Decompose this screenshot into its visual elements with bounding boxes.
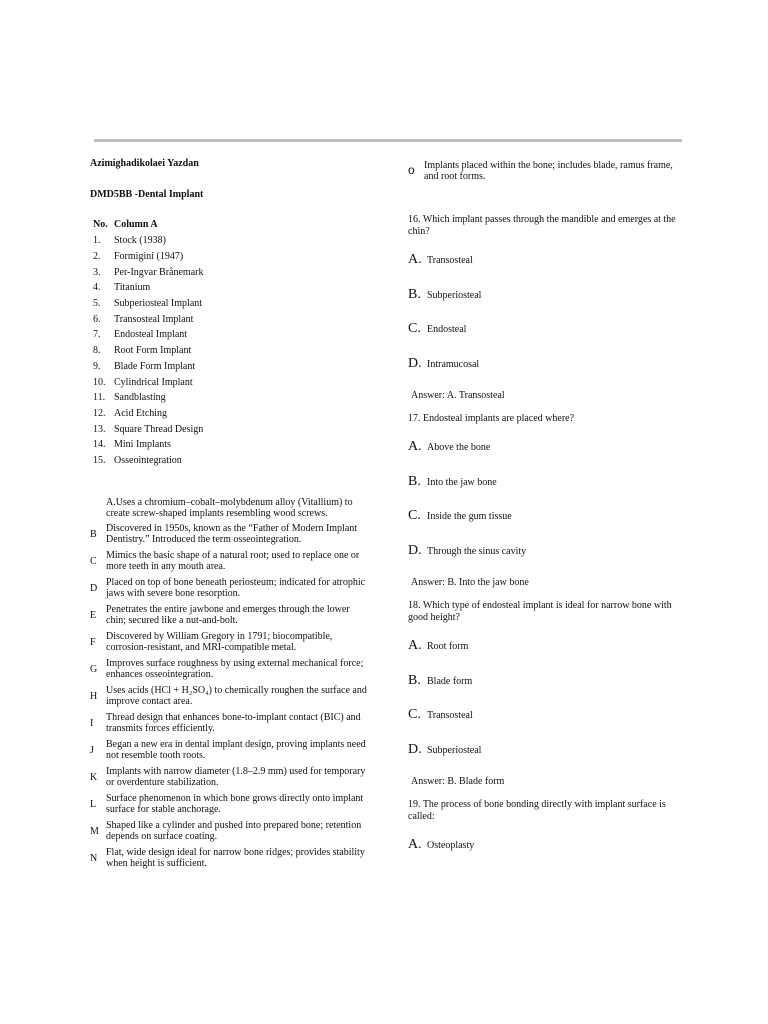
column-a-row — [93, 233, 214, 249]
item-letter: E — [90, 609, 97, 621]
question-text: 19. The process of bone bonding directly with implant surface is called: — [408, 799, 666, 822]
answer-choice — [408, 474, 688, 509]
answer-key: Answer: B. Into the jaw bone — [411, 577, 529, 588]
answer-choice — [408, 837, 688, 872]
choice-text: Transosteal — [427, 255, 473, 266]
column-a-row — [93, 453, 214, 469]
row-term: Transosteal Implant — [114, 313, 194, 325]
choice-text: Subperiosteal — [427, 289, 482, 301]
row-term: Subperiosteal Implant — [114, 298, 203, 310]
column-a-row — [93, 406, 214, 422]
choice-text: Blade form — [427, 675, 473, 687]
left-column — [90, 158, 375, 874]
choice-letter: A. — [408, 439, 422, 454]
column-a-row — [93, 359, 214, 375]
column-a-row — [93, 343, 214, 359]
column-a-row — [93, 296, 214, 312]
item-description: Placed on top of bone beneath periosteum; indicated for atrophic jaws with severe bone resorption. — [106, 577, 366, 600]
column-b-item — [90, 766, 375, 788]
choice-letter: A. — [408, 252, 422, 267]
answer-choice — [408, 321, 688, 356]
row-term: Mini Implants — [114, 439, 171, 451]
column-b-item-a: A.Uses a chromium–cobalt–molybdenum alloy (Vitallium) to create screw-shaped implants resembling wood screws. — [106, 497, 353, 520]
column-b-item — [90, 793, 375, 815]
column-a-table — [93, 219, 214, 468]
column-a-row — [93, 264, 214, 280]
author-name: Azimighadikolaei Yazdan — [90, 158, 199, 169]
row-term: Titanium — [114, 282, 151, 294]
answer-choice — [408, 673, 688, 708]
row-number: 11. — [93, 392, 106, 404]
row-term: Root Form Implant — [114, 345, 192, 357]
item-description: Shaped like a cylinder and pushed into prepared bone; retention depends on surface coating. — [106, 820, 362, 843]
row-number: 9. — [93, 360, 101, 372]
choice-text: Osteoplasty — [427, 840, 475, 851]
row-term: Cylindrical Implant — [114, 376, 193, 388]
row-number: 4. — [93, 282, 101, 294]
item-letter: B — [90, 528, 97, 540]
column-b-list — [90, 497, 375, 869]
row-number: 7. — [93, 329, 101, 341]
choice-letter: B. — [408, 672, 421, 688]
choice-letter: D. — [408, 741, 422, 757]
row-number: 2. — [93, 251, 101, 263]
item-description: Improves surface roughness by using external mechanical force; enhances osseointegration. — [106, 658, 364, 681]
answer-choice — [408, 252, 688, 287]
row-term: Formigini (1947) — [114, 251, 184, 263]
item-description: Discovered by William Gregory in 1791; biocompatible, corrosion-resistant, and MRI-compatible metal. — [106, 631, 333, 654]
column-b-item — [90, 712, 375, 734]
choice-letter: A. — [408, 837, 422, 852]
question-text: 16. Which implant passes through the mandible and emerges at the chin? — [408, 214, 676, 237]
choice-text: Subperiosteal — [427, 744, 482, 756]
column-b-item — [90, 631, 375, 653]
row-term: Stock (1938) — [114, 235, 166, 247]
choice-letter: D. — [408, 542, 422, 558]
item-letter: K — [90, 771, 98, 783]
choice-text: Intramucosal — [427, 358, 480, 370]
question-list — [408, 214, 688, 872]
choice-text: Above the bone — [427, 442, 491, 453]
answer-key: Answer: B. Blade form — [411, 776, 505, 787]
item-letter: M — [90, 825, 99, 837]
question-text: 18. Which type of endosteal implant is ideal for narrow bone with good height? — [408, 600, 672, 623]
item-description: Uses acids (HCl + H₂SO₄) to chemically roughen the surface and improve contact area. — [106, 685, 367, 708]
item-description: Implants with narrow diameter (1.8–2.9 mm) used for temporary or overdenture stabilization. — [106, 766, 366, 789]
row-number: 3. — [93, 266, 101, 278]
choice-letter: A. — [408, 638, 422, 653]
row-term: Blade Form Implant — [114, 360, 196, 372]
column-b-item — [90, 577, 375, 599]
top-divider — [94, 139, 682, 142]
col-no-header: No. — [93, 219, 108, 230]
column-b-item — [90, 550, 375, 572]
option-o-bullet: o — [408, 163, 415, 177]
answer-key: Answer: A. Transosteal — [411, 390, 505, 401]
row-number: 15. — [93, 454, 106, 466]
column-a-row — [93, 421, 214, 437]
choice-letter: D. — [408, 355, 422, 371]
row-number: 5. — [93, 298, 101, 310]
column-b-item — [90, 523, 375, 545]
item-description: Flat, wide design ideal for narrow bone ridges; provides stability when height is sufficient. — [106, 847, 365, 870]
choice-text: Into the jaw bone — [427, 476, 497, 488]
item-letter: G — [90, 663, 98, 675]
row-number: 8. — [93, 345, 101, 357]
choice-text: Through the sinus cavity — [427, 545, 527, 557]
column-a-row — [93, 374, 214, 390]
choice-text: Root form — [427, 641, 469, 652]
column-a-row — [93, 311, 214, 327]
row-number: 14. — [93, 439, 106, 451]
item-letter: I — [90, 717, 94, 729]
row-term: Sandblasting — [114, 392, 166, 404]
choice-text: Transosteal — [427, 710, 473, 721]
answer-choice — [408, 742, 688, 777]
column-b-item — [90, 685, 375, 707]
row-number: 12. — [93, 407, 106, 419]
item-description: Surface phenomenon in which bone grows directly onto implant surface for stable anchorage. — [106, 793, 364, 816]
item-letter: F — [90, 636, 96, 648]
row-number: 10. — [93, 376, 106, 388]
row-term: Acid Etching — [114, 407, 168, 419]
answer-choice — [408, 508, 688, 543]
row-term: Osseointegration — [114, 454, 182, 466]
row-number: 13. — [93, 423, 106, 435]
answer-choice — [408, 287, 688, 322]
choice-text: Inside the gum tissue — [427, 511, 512, 522]
column-b-item — [90, 820, 375, 842]
item-letter: J — [90, 744, 94, 756]
item-description: Thread design that enhances bone-to-implant contact (BIC) and transmits forces efficiently. — [106, 712, 361, 735]
answer-choice — [408, 543, 688, 578]
column-a-row — [93, 327, 214, 343]
column-b-item — [90, 658, 375, 680]
column-a-row — [93, 390, 214, 406]
row-term: Square Thread Design — [114, 423, 204, 435]
item-description: Penetrates the entire jawbone and emerges through the lower chin; secured like a nut-and-bolt. — [106, 604, 350, 627]
item-description: Discovered in 1950s, known as the “Father of Modern Implant Dentistry.” Introduced the term osseointegration. — [106, 523, 358, 546]
choice-letter: B. — [408, 473, 421, 489]
row-number: 1. — [93, 235, 101, 247]
item-letter: C — [90, 555, 97, 567]
answer-choice — [408, 439, 688, 474]
column-a-row — [93, 280, 214, 296]
row-term: Per-Ingvar Brånemark — [114, 266, 204, 278]
item-letter: H — [90, 690, 98, 702]
item-letter: L — [90, 798, 97, 810]
option-o-desc: Implants placed within the bone; includes blade, ramus frame, and root forms. — [424, 160, 673, 182]
row-number: 6. — [93, 313, 101, 325]
column-a-body — [93, 233, 214, 468]
item-description: Began a new era in dental implant design, proving implants need not resemble tooth roots. — [106, 739, 366, 762]
item-letter: N — [90, 852, 98, 864]
item-letter: D — [90, 582, 98, 594]
column-a-row — [93, 249, 214, 265]
column-a-row — [93, 437, 214, 453]
choice-text: Endosteal — [427, 324, 467, 335]
course-title: DMD5BB -Dental Implant — [90, 189, 204, 200]
choice-letter: C. — [408, 321, 421, 336]
column-b-item — [90, 604, 375, 626]
row-term: Endosteal Implant — [114, 329, 188, 341]
question-text: 17. Endosteal implants are placed where? — [408, 413, 575, 424]
item-description: Mimics the basic shape of a natural root; used to replace one or more teeth in any mouth area. — [106, 550, 360, 573]
choice-letter: B. — [408, 286, 421, 302]
column-b-item — [90, 847, 375, 869]
right-column — [408, 160, 688, 872]
choice-letter: C. — [408, 707, 421, 722]
answer-choice — [408, 638, 688, 673]
column-b-item — [90, 739, 375, 761]
answer-choice — [408, 707, 688, 742]
answer-choice — [408, 356, 688, 391]
choice-letter: C. — [408, 508, 421, 523]
option-o — [408, 160, 688, 182]
col-a-header: Column A — [114, 219, 158, 230]
